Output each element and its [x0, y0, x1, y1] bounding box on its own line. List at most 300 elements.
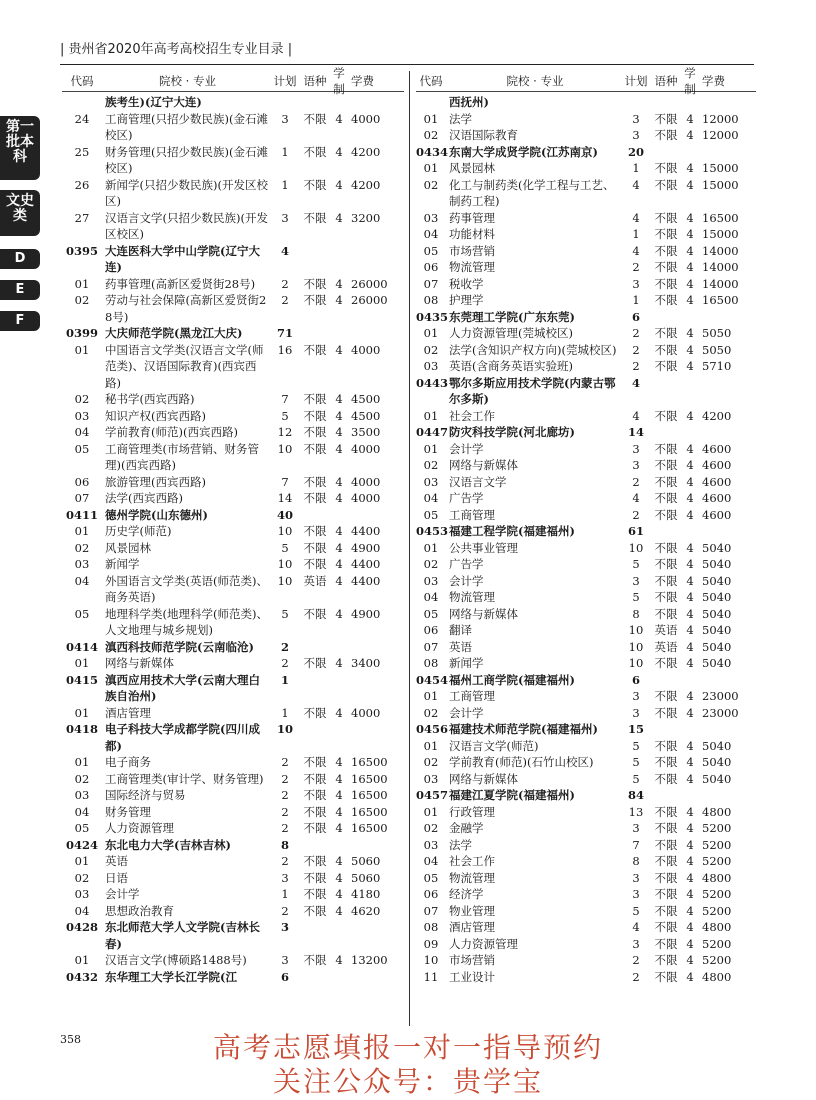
plan-cell — [270, 94, 300, 111]
fee-cell: 5040 — [702, 557, 732, 571]
plan-cell: 5 — [281, 540, 289, 555]
plan-cell: 4 — [632, 408, 640, 423]
major-row — [416, 160, 756, 177]
major-row — [416, 210, 756, 227]
plan-cell: 3 — [632, 870, 640, 885]
plan-cell: 2 — [281, 804, 289, 819]
plan-cell: 5 — [281, 408, 289, 423]
years-cell: 4 — [686, 936, 694, 951]
lang-cell: 不限 — [654, 689, 678, 703]
name-cell: 网络与新媒体 — [449, 771, 518, 786]
plan-cell: 10 — [276, 722, 293, 736]
code-cell: 08 — [423, 293, 439, 307]
fee-cell — [699, 787, 757, 804]
fee-cell: 15000 — [702, 227, 739, 241]
fee-cell: 5040 — [702, 590, 732, 604]
name-cell: 福建江夏学院(福建福州) — [449, 788, 575, 802]
years-cell: 4 — [335, 392, 343, 406]
code-cell: 02 — [74, 870, 90, 885]
plan-cell: 2 — [281, 821, 289, 835]
header-name: 院校 · 专业 — [159, 74, 216, 88]
fee-cell: 14000 — [702, 276, 739, 291]
lang-cell: 不限 — [654, 771, 678, 786]
name-cell: 网络与新媒体 — [449, 458, 518, 472]
fee-cell: 5710 — [702, 359, 732, 373]
lang-cell: 不限 — [654, 837, 678, 852]
fee-cell: 12000 — [702, 128, 739, 142]
lang-cell: 不限 — [654, 887, 678, 901]
code-cell: 0447 — [416, 425, 449, 439]
plan-cell: 1 — [281, 887, 289, 901]
years-cell — [330, 672, 348, 705]
major-row — [416, 276, 756, 293]
code-cell: 02 — [423, 177, 439, 192]
years-cell: 4 — [335, 524, 343, 538]
lang-cell: 不限 — [654, 491, 678, 505]
years-cell: 4 — [335, 540, 343, 555]
major-row — [416, 837, 756, 854]
major-row — [62, 820, 404, 837]
name-cell: 网络与新媒体 — [449, 606, 518, 621]
code-cell — [62, 94, 102, 111]
years-cell: 4 — [335, 788, 343, 802]
fee-cell: 4200 — [351, 144, 381, 159]
lang-cell: 不限 — [654, 507, 678, 522]
name-cell: 英语 — [105, 854, 128, 868]
code-cell: 0454 — [416, 672, 449, 687]
lang-cell: 不限 — [303, 953, 327, 967]
fee-cell: 4900 — [351, 540, 381, 555]
major-row — [62, 853, 404, 870]
plan-cell: 4 — [632, 920, 640, 934]
fee-cell: 3200 — [351, 210, 381, 225]
code-cell: 06 — [423, 887, 439, 901]
fee-cell — [348, 919, 401, 952]
header-rule — [60, 64, 754, 65]
fee-cell: 5040 — [702, 573, 732, 588]
fee-cell: 4000 — [351, 441, 381, 456]
fee-cell: 16500 — [702, 293, 739, 307]
plan-cell: 20 — [627, 144, 644, 159]
code-cell: 04 — [74, 804, 90, 819]
lang-cell: 不限 — [654, 111, 678, 126]
code-cell: 03 — [74, 557, 90, 571]
lang-cell: 不限 — [303, 276, 327, 291]
name-cell: 财务管理 — [105, 804, 151, 819]
side-tab-category: 文史类 — [0, 190, 40, 236]
name-cell: 工商管理类(审计学、财务管理) — [105, 771, 264, 786]
code-cell: 01 — [423, 441, 439, 456]
lang-cell: 英语 — [654, 623, 678, 637]
plan-cell: 10 — [277, 573, 293, 588]
lang-cell: 不限 — [654, 243, 678, 258]
code-cell: 01 — [423, 326, 439, 340]
major-row — [62, 144, 404, 177]
plan-cell: 2 — [281, 771, 289, 786]
code-cell: 05 — [74, 441, 90, 456]
name-cell: 日语 — [105, 870, 128, 885]
code-cell: 0456 — [416, 722, 449, 736]
major-row — [62, 771, 404, 788]
name-cell: 知识产权(西宾西路) — [105, 408, 206, 423]
code-cell: 04 — [74, 573, 90, 588]
name-cell: 汉语言文学(只招少数民族)(开发区校区) — [105, 210, 268, 241]
header-left-bar: | — [60, 42, 69, 57]
years-cell: 4 — [335, 656, 343, 670]
school-row — [62, 507, 404, 524]
lang-cell: 不限 — [654, 474, 678, 489]
lang-cell: 不限 — [303, 524, 327, 538]
school-row — [62, 325, 404, 342]
major-row — [62, 870, 404, 887]
major-row — [62, 490, 404, 507]
plan-cell: 2 — [281, 854, 289, 868]
lang-cell: 不限 — [654, 821, 678, 835]
lang-cell: 不限 — [303, 342, 327, 357]
name-cell: 社会工作 — [449, 854, 495, 868]
name-cell: 新闻学 — [105, 557, 140, 571]
plan-cell: 13 — [628, 804, 644, 819]
plan-cell: 8 — [632, 854, 640, 868]
years-cell — [330, 94, 348, 111]
major-row — [62, 804, 404, 821]
name-cell: 行政管理 — [449, 804, 495, 819]
school-row — [416, 375, 756, 408]
plan-cell: 2 — [632, 507, 640, 522]
major-row — [62, 705, 404, 722]
years-cell: 4 — [686, 870, 694, 885]
school-row — [62, 94, 404, 111]
name-cell: 西抚州) — [449, 95, 489, 109]
fee-cell: 4500 — [351, 408, 381, 423]
plan-cell: 7 — [281, 392, 289, 406]
code-cell: 06 — [74, 474, 90, 489]
name-cell: 工商管理(只招少数民族)(金石滩校区) — [105, 111, 268, 142]
code-cell: 27 — [74, 210, 90, 225]
years-cell — [330, 243, 348, 276]
code-cell: 01 — [423, 161, 439, 175]
lang-cell: 不限 — [303, 804, 327, 819]
years-cell: 4 — [686, 474, 694, 489]
years-cell: 4 — [686, 705, 694, 720]
fee-cell: 4800 — [702, 804, 732, 819]
fee-cell: 5200 — [702, 903, 732, 918]
major-row — [62, 903, 404, 920]
years-cell — [681, 672, 699, 689]
fee-cell: 4800 — [702, 969, 732, 984]
name-cell: 市场营销 — [449, 243, 495, 258]
lang-cell: 不限 — [303, 771, 327, 786]
major-row — [416, 738, 756, 755]
name-cell: 广告学 — [449, 557, 484, 571]
major-row — [416, 606, 756, 623]
fee-cell: 16500 — [351, 788, 388, 802]
major-row — [62, 573, 404, 606]
plan-cell: 2 — [632, 969, 640, 984]
code-cell: 09 — [423, 936, 439, 951]
name-cell: 劳动与社会保障(高新区爱贤街28号) — [105, 293, 267, 324]
name-cell: 族考生)(辽宁大连) — [105, 95, 202, 109]
lang-cell: 不限 — [654, 573, 678, 588]
lang-cell: 不限 — [303, 887, 327, 901]
fee-cell — [348, 325, 401, 342]
years-cell: 4 — [335, 177, 343, 192]
years-cell: 4 — [686, 243, 694, 258]
side-tab-f: F — [0, 311, 40, 331]
lang-cell: 不限 — [654, 293, 678, 307]
fee-cell: 13200 — [351, 953, 388, 967]
plan-cell: 2 — [281, 293, 289, 307]
major-row — [416, 292, 756, 309]
fee-cell: 14000 — [702, 260, 739, 274]
name-cell: 公共事业管理 — [449, 540, 518, 555]
code-cell: 01 — [74, 276, 90, 291]
fee-cell: 4500 — [351, 392, 381, 406]
years-cell: 4 — [686, 738, 694, 753]
name-cell: 新闻学 — [449, 656, 484, 670]
years-cell — [330, 639, 348, 656]
name-cell: 社会工作 — [449, 408, 495, 423]
plan-cell: 3 — [632, 128, 640, 142]
school-row — [416, 721, 756, 738]
header-code: 代码 — [70, 74, 94, 88]
code-cell: 05 — [74, 606, 90, 621]
fee-cell: 4200 — [702, 408, 732, 423]
plan-cell: 8 — [280, 837, 289, 852]
plan-cell: 3 — [632, 441, 640, 456]
code-cell: 01 — [423, 408, 439, 423]
years-cell: 4 — [686, 837, 694, 852]
side-tab-d: D — [0, 249, 40, 269]
fee-cell: 12000 — [702, 111, 739, 126]
fee-cell: 5050 — [702, 342, 732, 357]
years-cell: 4 — [335, 210, 343, 225]
right-table-body — [416, 94, 756, 985]
plan-cell: 5 — [632, 903, 640, 918]
years-cell: 4 — [686, 821, 694, 835]
fee-cell: 5040 — [702, 540, 732, 555]
name-cell: 中国语言文学类(汉语言文学(师范类)、汉语国际教育)(西宾西路) — [105, 342, 264, 390]
lang-cell: 不限 — [303, 903, 327, 918]
years-cell: 4 — [335, 953, 343, 967]
major-row — [416, 474, 756, 491]
plan-cell: 3 — [281, 111, 289, 126]
fee-cell: 16500 — [702, 210, 739, 225]
school-row — [416, 787, 756, 804]
plan-cell: 10 — [628, 540, 644, 555]
major-row — [62, 408, 404, 425]
school-row — [416, 144, 756, 161]
side-tab-batch: 第一批本科 — [0, 116, 40, 180]
code-cell: 03 — [423, 771, 439, 786]
plan-cell: 5 — [632, 755, 640, 769]
code-cell: 0428 — [65, 920, 98, 934]
name-cell: 金融学 — [449, 821, 484, 835]
plan-cell: 2 — [280, 639, 289, 654]
years-cell: 4 — [686, 210, 694, 225]
page-number: 358 — [60, 1033, 81, 1046]
lang-cell — [300, 507, 330, 524]
lang-cell: 不限 — [303, 491, 327, 505]
code-cell: 26 — [74, 177, 90, 192]
code-cell: 05 — [423, 606, 439, 621]
name-cell: 物业管理 — [449, 903, 495, 918]
lang-cell — [651, 424, 681, 441]
code-cell: 01 — [74, 342, 90, 357]
major-row — [416, 804, 756, 821]
code-cell: 03 — [74, 408, 90, 423]
fee-cell: 16500 — [351, 755, 388, 769]
code-cell: 02 — [423, 458, 439, 472]
name-cell: 法学(含知识产权方向)(莞城校区) — [449, 342, 617, 357]
code-cell: 0418 — [65, 722, 98, 736]
years-cell: 4 — [686, 557, 694, 571]
years-cell: 4 — [335, 111, 343, 126]
fee-cell: 23000 — [702, 689, 739, 703]
major-row — [416, 870, 756, 887]
years-cell: 4 — [686, 903, 694, 918]
code-cell: 02 — [423, 755, 439, 769]
major-row — [62, 441, 404, 474]
plan-cell: 40 — [276, 507, 293, 522]
name-cell: 税收学 — [449, 276, 484, 291]
code-cell: 11 — [423, 969, 439, 984]
name-cell: 滇西应用技术大学(云南大理白族自治州) — [105, 672, 260, 703]
major-row — [416, 408, 756, 425]
years-cell: 4 — [335, 144, 343, 159]
major-row — [62, 886, 404, 903]
code-cell: 05 — [423, 243, 439, 258]
name-cell: 功能材料 — [449, 227, 495, 241]
lang-cell: 不限 — [654, 227, 678, 241]
code-cell: 07 — [423, 903, 439, 918]
plan-cell: 2 — [632, 359, 640, 373]
name-cell: 人力资源管理 — [449, 936, 518, 951]
years-cell: 4 — [335, 903, 343, 918]
name-cell: 大连医科大学中山学院(辽宁大连) — [105, 243, 260, 274]
lang-cell — [651, 309, 681, 326]
years-cell: 4 — [335, 276, 343, 291]
major-row — [62, 177, 404, 210]
plan-cell: 10 — [277, 557, 293, 571]
code-cell: 0411 — [65, 507, 98, 522]
lang-cell: 不限 — [654, 738, 678, 753]
major-row — [416, 936, 756, 953]
major-row — [416, 622, 756, 639]
fee-cell: 5040 — [702, 771, 732, 786]
fee-cell: 4400 — [351, 524, 381, 538]
name-cell: 历史学(师范) — [105, 524, 172, 538]
lang-cell — [300, 672, 330, 705]
code-cell: 0453 — [416, 524, 449, 538]
major-row — [416, 441, 756, 458]
code-cell: 03 — [423, 573, 439, 588]
code-cell: 02 — [423, 128, 439, 142]
lang-cell: 不限 — [303, 870, 327, 885]
plan-cell: 3 — [281, 953, 289, 967]
years-cell: 4 — [686, 623, 694, 637]
years-cell: 4 — [686, 177, 694, 192]
plan-cell: 10 — [277, 524, 293, 538]
school-row — [62, 721, 404, 754]
code-cell: 0395 — [65, 243, 98, 258]
fee-cell — [348, 721, 401, 754]
fee-cell — [348, 672, 401, 705]
name-cell: 防灾科技学院(河北廊坊) — [449, 425, 575, 439]
school-row — [62, 969, 404, 986]
lang-cell: 不限 — [654, 540, 678, 555]
plan-cell: 10 — [277, 441, 293, 456]
years-cell: 4 — [686, 227, 694, 241]
plan-cell: 3 — [281, 210, 289, 225]
major-row — [416, 688, 756, 705]
fee-cell: 14000 — [702, 243, 739, 258]
years-cell: 4 — [686, 755, 694, 769]
fee-cell: 5200 — [702, 837, 732, 852]
school-row — [416, 672, 756, 689]
code-cell: 25 — [74, 144, 90, 159]
plan-cell: 3 — [632, 458, 640, 472]
years-cell: 4 — [686, 969, 694, 984]
years-cell: 4 — [686, 639, 694, 654]
years-cell: 4 — [335, 887, 343, 901]
code-cell: 0414 — [65, 639, 98, 654]
major-row — [62, 655, 404, 672]
years-cell — [330, 507, 348, 524]
school-row — [62, 672, 404, 705]
years-cell: 4 — [335, 870, 343, 885]
years-cell: 4 — [686, 326, 694, 340]
name-cell: 旅游管理(西宾西路) — [105, 474, 206, 489]
school-row — [62, 639, 404, 656]
major-row — [62, 754, 404, 771]
plan-cell: 3 — [632, 887, 640, 901]
plan-cell: 4 — [631, 375, 640, 390]
name-cell: 电子商务 — [105, 755, 151, 769]
header-plan: 计划 — [624, 74, 648, 88]
fee-cell: 4620 — [351, 903, 381, 918]
name-cell: 福建技术师范学院(福建福州) — [449, 722, 598, 736]
lang-cell: 不限 — [303, 557, 327, 571]
major-row — [62, 111, 404, 144]
name-cell: 福建工程学院(福建福州) — [449, 524, 575, 538]
name-cell: 外国语言文学类(英语(师范类)、商务英语) — [105, 573, 268, 604]
fee-cell: 5060 — [351, 870, 381, 885]
major-row — [62, 952, 404, 969]
major-row — [416, 903, 756, 920]
fee-cell — [348, 94, 401, 111]
lang-cell: 不限 — [654, 210, 678, 225]
lang-cell: 不限 — [654, 590, 678, 604]
years-cell — [681, 144, 699, 161]
lang-cell: 不限 — [303, 705, 327, 720]
fee-cell — [699, 309, 757, 326]
years-cell: 4 — [335, 425, 343, 439]
code-cell: 04 — [74, 903, 90, 918]
name-cell: 工商管理类(市场营销、财务管理)(西宾西路) — [105, 441, 259, 472]
lang-cell — [651, 721, 681, 738]
major-row — [62, 424, 404, 441]
years-cell: 4 — [335, 293, 343, 307]
name-cell: 英语(含商务英语实验班) — [449, 359, 573, 373]
name-cell: 思想政治教育 — [105, 903, 174, 918]
major-row — [416, 325, 756, 342]
fee-cell: 3500 — [351, 425, 381, 439]
code-cell: 03 — [423, 474, 439, 489]
code-cell: 07 — [74, 491, 90, 505]
name-cell: 风景园林 — [105, 540, 151, 555]
fee-cell: 4000 — [351, 474, 381, 489]
